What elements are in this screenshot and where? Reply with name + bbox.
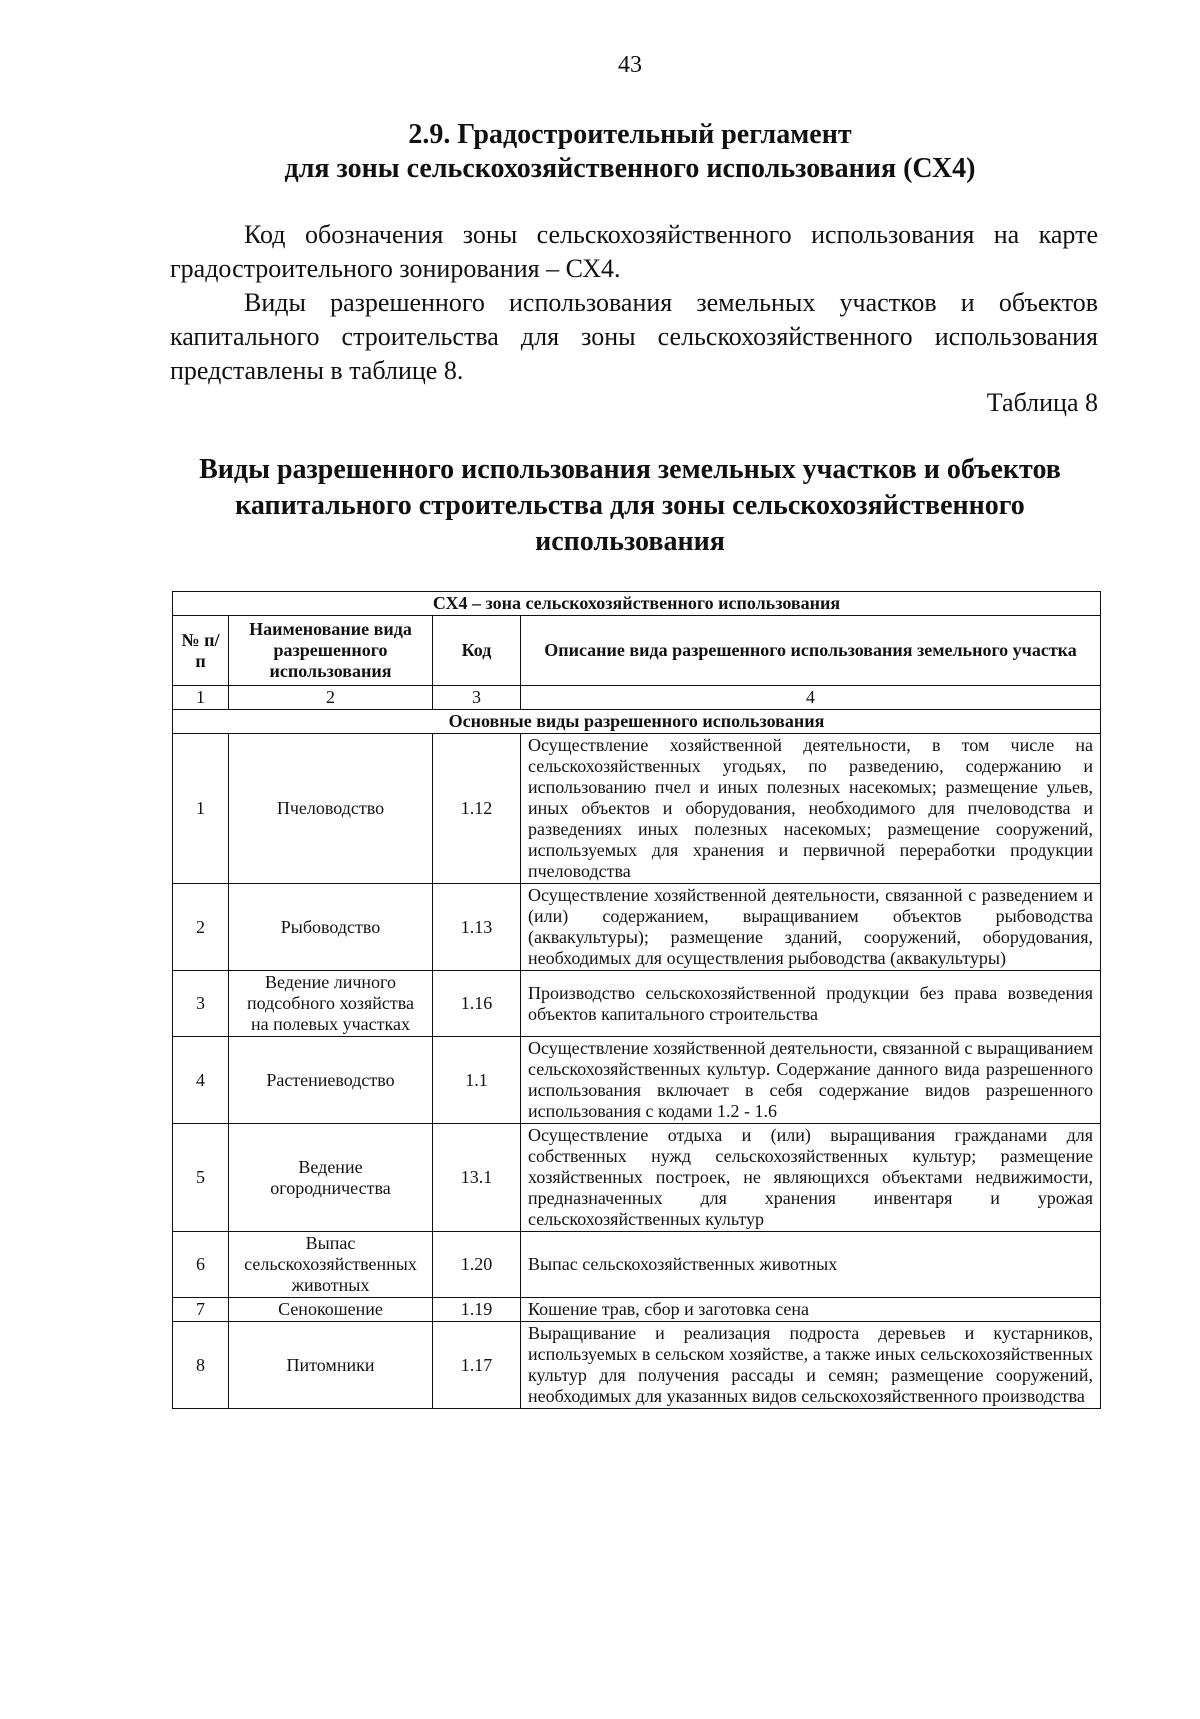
section-row — [173, 710, 1101, 734]
row-number-cell: 4 — [173, 1037, 229, 1124]
table-row — [173, 1322, 1101, 1409]
table-row — [173, 1232, 1101, 1298]
row-number-cell: 7 — [173, 1298, 229, 1322]
use-name-cell: Выпас сельскохозяйственных животных — [229, 1232, 433, 1298]
section-label-cell: Основные виды разрешенного использования — [173, 710, 1101, 734]
table-row — [173, 1037, 1101, 1124]
use-code-cell: 1.17 — [433, 1322, 521, 1409]
column-number-row — [173, 686, 1101, 710]
use-description-cell: Выпас сельскохозяйственных животных — [521, 1232, 1101, 1298]
use-description-cell: Кошение трав, сбор и заготовка сена — [521, 1298, 1101, 1322]
use-name-cell: Ведение личного подсобного хозяйства на полевых участках — [229, 971, 433, 1037]
col-number-cell: 1 — [173, 686, 229, 710]
col-header-code: Код — [433, 616, 521, 686]
section-title-line2: для зоны сельскохозяйственного использования (СХ4) — [284, 153, 976, 184]
column-header-row — [173, 616, 1101, 686]
use-name-cell: Ведение огородничества — [229, 1124, 433, 1232]
table-body — [173, 592, 1101, 1409]
use-description-cell: Производство сельскохозяйственной продукции без права возведения объектов капитального строительства — [521, 971, 1101, 1037]
use-description-cell: Выращивание и реализация подроста деревьев и кустарников, используемых в сельском хозяйстве, а также иных сельскохозяйственных культур для получения рассады и семян; размещение сооружений, необходимых для указанных видов сельскохозяйственного производства — [521, 1322, 1101, 1409]
page-number: 43 — [618, 52, 642, 78]
row-number-cell: 1 — [173, 734, 229, 884]
use-name-cell: Сенокошение — [229, 1298, 433, 1322]
row-number-cell: 2 — [173, 884, 229, 971]
table-row — [173, 884, 1101, 971]
zone-header-row — [173, 592, 1101, 616]
intro-paragraph-1 — [170, 218, 1098, 286]
table-row — [173, 1124, 1101, 1232]
use-name-cell: Питомники — [229, 1322, 433, 1409]
use-name-cell: Пчеловодство — [229, 734, 433, 884]
section-title-line1: 2.9. Градостроительный регламент — [408, 119, 852, 150]
use-code-cell: 1.16 — [433, 971, 521, 1037]
use-code-cell: 1.12 — [433, 734, 521, 884]
use-name-cell: Растениеводство — [229, 1037, 433, 1124]
table-row — [173, 1298, 1101, 1322]
use-code-cell: 13.1 — [433, 1124, 521, 1232]
col-number-cell: 4 — [521, 686, 1101, 710]
use-description-cell: Осуществление хозяйственной деятельности, в том числе на сельскохозяйственных угодьях, по разведению, содержанию и использованию пчел и иных полезных насекомых; размещение ульев, иных объектов и оборудования, необходимого для пчеловодства и разведениях иных полезных насекомых; размещение сооружений, используемых для хранения и первичной переработки продукции пчеловодства — [521, 734, 1101, 884]
row-number-cell: 6 — [173, 1232, 229, 1298]
table-row — [173, 971, 1101, 1037]
row-number-cell: 3 — [173, 971, 229, 1037]
use-code-cell: 1.20 — [433, 1232, 521, 1298]
section-title — [0, 118, 1200, 186]
use-description-cell: Осуществление хозяйственной деятельности, связанной с выращиванием сельскохозяйственных культур. Содержание данного вида разрешенного использования включает в себя содержание видов разрешенного использования с кодами 1.2 - 1.6 — [521, 1037, 1101, 1124]
use-code-cell: 1.1 — [433, 1037, 521, 1124]
table-caption: Таблица 8 — [986, 388, 1098, 417]
zone-header-cell: СХ4 – зона сельскохозяйственного использования — [173, 592, 1101, 616]
col-number-cell: 2 — [229, 686, 433, 710]
table-title: Виды разрешенного использования земельных участков и объектов капитального строительства для зоны сельскохозяйственного использования — [199, 454, 1061, 557]
col-header-num: № п/п — [173, 616, 229, 686]
use-description-cell: Осуществление отдыха и (или) выращивания гражданами для собственных нужд сельскохозяйственных культур; размещение хозяйственных построек, не являющихся объектами недвижимости, предназначенных для хранения инвентаря и урожая сельскохозяйственных культур — [521, 1124, 1101, 1232]
use-code-cell: 1.13 — [433, 884, 521, 971]
use-code-cell: 1.19 — [433, 1298, 521, 1322]
row-number-cell: 8 — [173, 1322, 229, 1409]
col-header-name: Наименование вида разрешенного использования — [229, 616, 433, 686]
intro-paragraph-1-text: Код обозначения зоны сельскохозяйственного использования на карте градостроительного зонирования – СХ4. — [170, 220, 1098, 283]
intro-paragraph-2-text: Виды разрешенного использования земельных участков и объектов капитального строительства для зоны сельскохозяйственного использования представлены в таблице 8. — [170, 288, 1098, 385]
col-number-cell: 3 — [433, 686, 521, 710]
table-row — [173, 734, 1101, 884]
intro-paragraph-2 — [170, 286, 1098, 388]
col-header-desc: Описание вида разрешенного использования земельного участка — [521, 616, 1101, 686]
row-number-cell: 5 — [173, 1124, 229, 1232]
use-description-cell: Осуществление хозяйственной деятельности, связанной с разведением и (или) содержанием, выращиванием объектов рыбоводства (аквакультуры); размещение зданий, сооружений, оборудования, необходимых для осуществления рыбоводства (аквакультуры) — [521, 884, 1101, 971]
use-name-cell: Рыбоводство — [229, 884, 433, 971]
permitted-use-table — [172, 591, 1101, 1409]
